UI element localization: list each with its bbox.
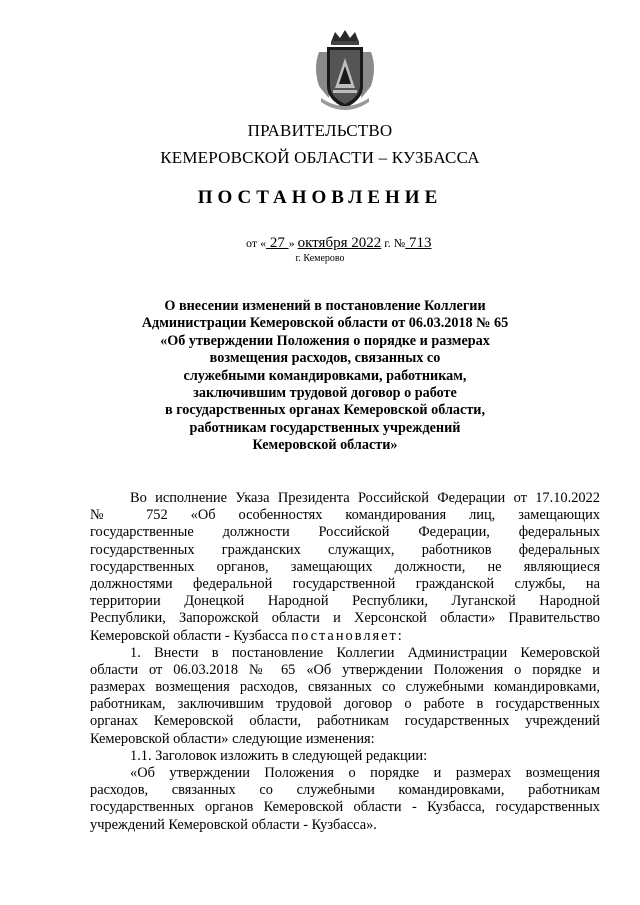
government-name-line2: КЕМЕРОВСКОЙ ОБЛАСТИ – КУЗБАССА (160, 148, 480, 167)
body-line: органах Кемеровской области, работникам государственных учреждений (90, 713, 600, 730)
body-line: 1. Внести в постановление Коллегии Администрации Кемеровской (130, 644, 600, 661)
resolves-word: постановляет: (291, 627, 404, 644)
date-prefix: от « (246, 236, 267, 250)
city-name: г. Кемерово (295, 253, 345, 264)
body-line: области от 06.03.2018 № 65 «Об утверждении Положения о порядке и (90, 661, 600, 678)
coat-of-arms-icon (311, 28, 379, 114)
government-name-line1: ПРАВИТЕЛЬСТВО (247, 121, 393, 140)
date-month-year: октября 2022 (297, 235, 382, 251)
body-line: государственных органов, замещающих должности, не являющиеся (90, 558, 600, 575)
body-line: расходов, связанных со служебными командировками, работникам (90, 782, 600, 799)
decree-number: 713 (405, 235, 432, 251)
date-day: 27 (266, 235, 289, 251)
body-line: «Об утверждении Положения о порядке и размерах возмещения (130, 765, 600, 781)
body-line: государственных гражданских служащих, работников федеральных (90, 541, 600, 558)
body-line: № 752 «Об особенностях командирования лиц, замещающих (90, 507, 600, 524)
subject-line: в государственных органах Кемеровской области, (164, 402, 486, 419)
body-line: должностями федеральной государственной гражданской службы, на (90, 575, 600, 592)
body-line: 1.1. Заголовок изложить в следующей редакции: (130, 747, 428, 764)
subject-line: Администрации Кемеровской области от 06.03.2018 № 65 (141, 315, 509, 332)
date-mid: » (288, 236, 298, 250)
subject-line: работникам государственных учреждений (189, 419, 461, 436)
subject-line: возмещения расходов, связанных со (209, 350, 441, 367)
region-name: Кемеровской области - Кузбасса (90, 627, 288, 644)
subject-line: служебными командировками, работникам, (183, 367, 467, 384)
body-line: учреждений Кемеровской области - Кузбасса». (90, 816, 377, 833)
subject-line: «Об утверждении Положения о порядке и размерах (160, 332, 490, 349)
body-line: государственные должности Российской Федерации, федеральных (90, 524, 600, 541)
decree-subject (140, 298, 510, 455)
body-line: размерах возмещения расходов, связанных со служебными командировками, (90, 679, 600, 696)
document-type-title: ПОСТАНОВЛЕНИЕ (197, 187, 443, 208)
body-line: государственных органов Кемеровской области - Кузбасса, государственных (90, 799, 600, 816)
subject-line: заключившим трудовой договор о работе (193, 385, 457, 402)
decree-body (90, 490, 600, 834)
body-line: Во исполнение Указа Президента Российской Федерации от 17.10.2022 (130, 490, 600, 506)
subject-line: О внесении изменений в постановление Коллегии (164, 298, 486, 314)
body-line: территории Донецкой Народной Республики, Луганской Народной (90, 593, 600, 610)
body-line: Республики, Запорожской области и Херсонской области» Правительство (90, 610, 600, 627)
body-line: Кемеровской области» следующие изменения: (90, 730, 375, 747)
subject-line: Кемеровской области» (252, 437, 398, 454)
date-suffix: г. № (381, 236, 406, 250)
decree-date-number (246, 235, 432, 252)
body-line-final-clause (90, 628, 600, 645)
body-line: работникам, заключившим трудовой договор о работе в государственных (90, 696, 600, 713)
